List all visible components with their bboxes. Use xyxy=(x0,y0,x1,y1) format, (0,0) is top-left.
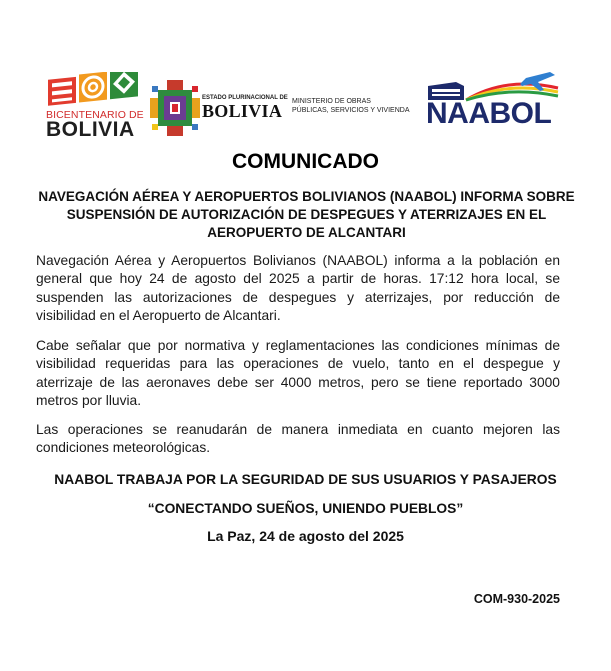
naabol-logo xyxy=(426,72,566,134)
bicentenario-emblem-icon xyxy=(46,72,146,108)
safety-slogan: NAABOL TRABAJA POR LA SEGURIDAD DE SUS USUARIOS Y PASAJEROS xyxy=(54,472,557,487)
ministerio-line-2: PÚBLICAS, SERVICIOS Y VIVIENDA xyxy=(292,106,410,114)
date-line: La Paz, 24 de agosto del 2025 xyxy=(207,528,404,544)
bicentenario-country: BOLIVIA xyxy=(46,118,135,141)
body-paragraph-2: Cabe señalar que por normativa y reglamentaciones las condiciones mínimas de visibilidad requeridas para las operaciones de vuelo, tanto en el despegue y aterrizaje de las aeronaves debe ser 4000 metros, pero se tiene reportado 3000 metros por lluvia. xyxy=(36,338,560,408)
body-paragraph-3: Las operaciones se reanudarán de manera inmediata en cuanto mejoren las condiciones meteorológicas. xyxy=(36,422,560,456)
logo-bar xyxy=(46,70,566,140)
page-title: COMUNICADO xyxy=(232,150,379,173)
estado-caption: ESTADO PLURINACIONAL DE xyxy=(202,95,288,101)
bicentenario-caption: BICENTENARIO DE xyxy=(46,109,144,121)
naabol-wordmark: NAABOL xyxy=(426,97,552,130)
body-paragraph-1: Navegación Aérea y Aeropuertos Bolivianos (NAABOL) informa a la población en general que hoy 24 de agosto del 2025 a partir de horas. 17:12 hora local, se suspenden las autorizaciones de despegues y aterrizajes, por reducción de visibilidad en el Aeropuerto de Alcantari. xyxy=(36,253,560,323)
bicentenario-logo xyxy=(46,72,146,141)
brand-motto: “CONECTANDO SUEÑOS, UNIENDO PUEBLOS” xyxy=(147,501,464,516)
estado-plurinacional-logo xyxy=(150,78,288,138)
estado-country: BOLIVIA xyxy=(202,101,283,121)
ministerio-logo xyxy=(292,98,422,115)
headline: NAVEGACIÓN AÉREA Y AEROPUERTOS BOLIVIANOS (NAABOL) INFORMA SOBRE SUSPENSIÓN DE AUTORIZACIÓN DE DESPEGUES Y ATERRIZAJES EN EL AEROPUERTO DE ALCANTARI xyxy=(38,189,575,240)
document-code: COM-930-2025 xyxy=(473,592,560,606)
ministerio-line-1: MINISTERIO DE OBRAS xyxy=(292,98,371,105)
chakana-icon xyxy=(150,80,200,136)
